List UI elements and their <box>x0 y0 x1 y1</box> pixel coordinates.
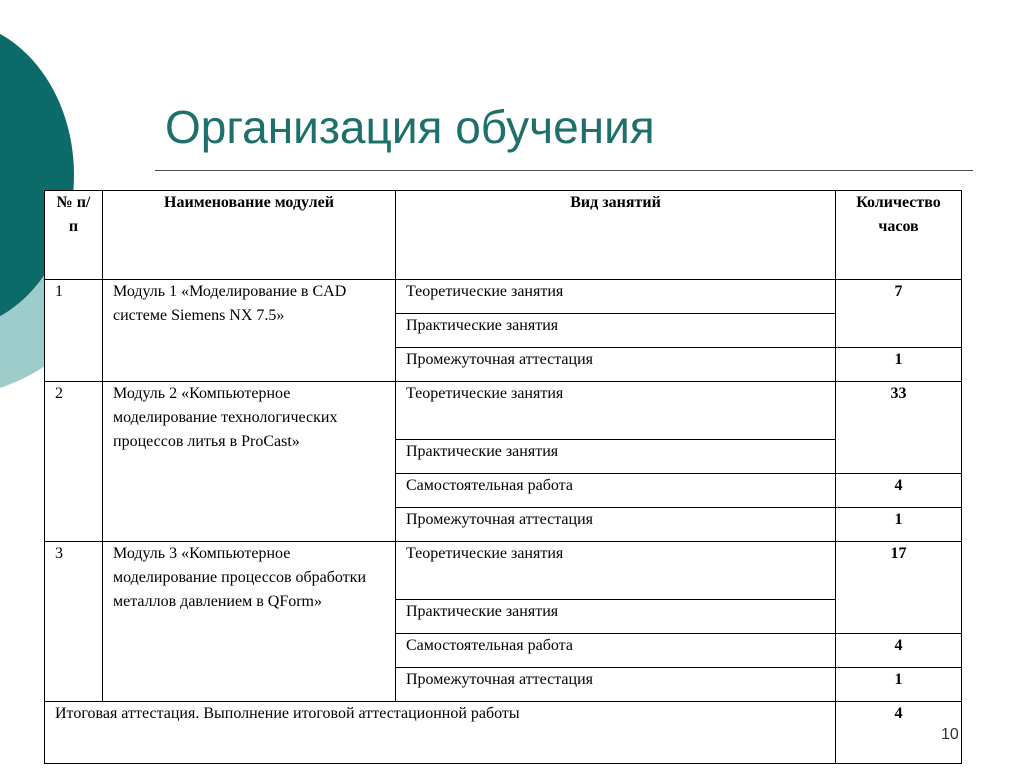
module-1-activity-2: Практические занятия <box>396 314 836 348</box>
module-2-num: 2 <box>45 382 103 542</box>
table-header-row <box>45 191 962 280</box>
module-3-hours-1: 17 <box>836 542 962 634</box>
training-table <box>44 190 962 764</box>
module-2-name: Модуль 2 «Компьютерное моделирование технологических процессов литья в ProCast» <box>103 382 396 542</box>
module-1-hours-2: 1 <box>836 348 962 382</box>
module-1-activity-3: Промежуточная аттестация <box>396 348 836 382</box>
final-attestation-label: Итоговая аттестация. Выполнение итоговой аттестационной работы <box>45 702 836 764</box>
header-activity: Вид занятий <box>396 191 836 280</box>
module-2-activity-1: Теоретические занятия <box>396 382 836 440</box>
page-number: 10 <box>941 726 959 743</box>
module-3-num: 3 <box>45 542 103 702</box>
table-row <box>45 382 962 440</box>
module-3-activity-4: Промежуточная аттестация <box>396 668 836 702</box>
module-3-activity-2: Практические занятия <box>396 600 836 634</box>
table-row <box>45 280 962 314</box>
module-3-hours-3: 1 <box>836 668 962 702</box>
table-row-final <box>45 702 962 764</box>
module-2-hours-3: 1 <box>836 508 962 542</box>
header-hours: Количество часов <box>836 191 962 280</box>
module-1-activity-1: Теоретические занятия <box>396 280 836 314</box>
module-2-activity-4: Промежуточная аттестация <box>396 508 836 542</box>
module-2-hours-1: 33 <box>836 382 962 474</box>
module-3-name: Модуль 3 «Компьютерное моделирование процессов обработки металлов давлением в QForm» <box>103 542 396 702</box>
module-2-hours-2: 4 <box>836 474 962 508</box>
module-3-activity-3: Самостоятельная работа <box>396 634 836 668</box>
module-2-activity-3: Самостоятельная работа <box>396 474 836 508</box>
module-2-activity-2: Практические занятия <box>396 440 836 474</box>
table-row <box>45 542 962 600</box>
module-3-hours-2: 4 <box>836 634 962 668</box>
module-1-hours-1: 7 <box>836 280 962 348</box>
header-module: Наименование модулей <box>103 191 396 280</box>
slide-title: Организация обучения <box>165 101 655 153</box>
title-divider <box>155 170 973 171</box>
module-1-name: Модуль 1 «Моделирование в CAD системе Siemens NX 7.5» <box>103 280 396 382</box>
header-num: № п/п <box>45 191 103 280</box>
module-1-num: 1 <box>45 280 103 382</box>
module-3-activity-1: Теоретические занятия <box>396 542 836 600</box>
final-attestation-hours: 4 <box>836 702 962 764</box>
